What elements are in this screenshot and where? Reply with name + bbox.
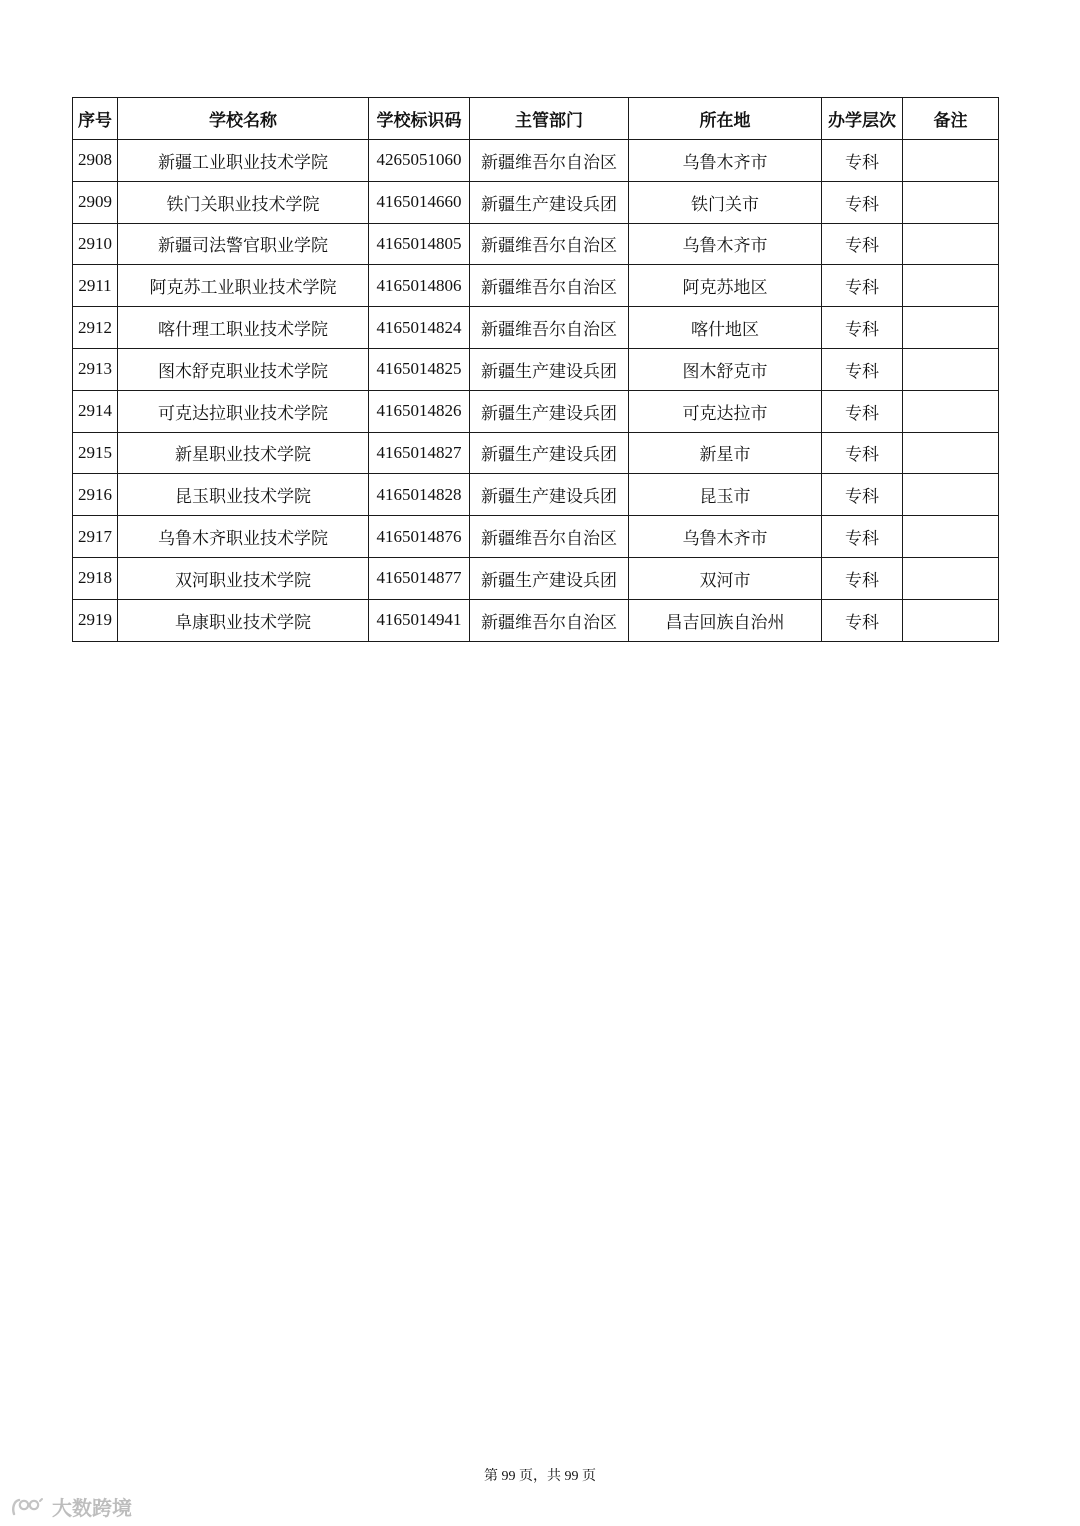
cell-level: 专科 [822, 474, 903, 516]
cell-level: 专科 [822, 307, 903, 349]
cell-department: 新疆生产建设兵团 [470, 348, 629, 390]
cell-department: 新疆生产建设兵团 [470, 557, 629, 599]
cell-department: 新疆生产建设兵团 [470, 181, 629, 223]
cell-remarks [903, 390, 999, 432]
header-location: 所在地 [629, 98, 822, 140]
cell-seq: 2917 [73, 516, 118, 558]
cell-level: 专科 [822, 432, 903, 474]
cell-department: 新疆生产建设兵团 [470, 390, 629, 432]
cell-location: 铁门关市 [629, 181, 822, 223]
cell-level: 专科 [822, 557, 903, 599]
header-department: 主管部门 [470, 98, 629, 140]
watermark-text: 大数跨境 [52, 1496, 132, 1520]
cell-location: 乌鲁木齐市 [629, 140, 822, 182]
table-row [73, 516, 999, 558]
cell-school-name: 阜康职业技术学院 [118, 599, 369, 641]
header-seq: 序号 [73, 98, 118, 140]
cell-school-code: 4165014824 [369, 307, 470, 349]
cell-level: 专科 [822, 390, 903, 432]
table-row [73, 432, 999, 474]
cell-department: 新疆维吾尔自治区 [470, 223, 629, 265]
brand-logo-icon [10, 1496, 46, 1518]
school-list-sheet [72, 97, 998, 642]
cell-location: 双河市 [629, 557, 822, 599]
cell-school-code: 4165014877 [369, 557, 470, 599]
cell-school-code: 4165014805 [369, 223, 470, 265]
page-footer: 第 99 页，共 99 页 [484, 1469, 596, 1484]
cell-school-code: 4165014876 [369, 516, 470, 558]
cell-school-name: 铁门关职业技术学院 [118, 181, 369, 223]
cell-department: 新疆生产建设兵团 [470, 432, 629, 474]
cell-school-code: 4165014660 [369, 181, 470, 223]
cell-level: 专科 [822, 599, 903, 641]
cell-department: 新疆维吾尔自治区 [470, 265, 629, 307]
cell-school-code: 4165014941 [369, 599, 470, 641]
cell-location: 可克达拉市 [629, 390, 822, 432]
cell-remarks [903, 599, 999, 641]
cell-school-name: 喀什理工职业技术学院 [118, 307, 369, 349]
cell-remarks [903, 181, 999, 223]
cell-school-code: 4165014806 [369, 265, 470, 307]
cell-seq: 2916 [73, 474, 118, 516]
cell-level: 专科 [822, 140, 903, 182]
table-row [73, 307, 999, 349]
cell-location: 阿克苏地区 [629, 265, 822, 307]
table-row [73, 474, 999, 516]
cell-location: 喀什地区 [629, 307, 822, 349]
cell-location: 新星市 [629, 432, 822, 474]
cell-school-name: 可克达拉职业技术学院 [118, 390, 369, 432]
cell-level: 专科 [822, 265, 903, 307]
cell-school-name: 新疆司法警官职业学院 [118, 223, 369, 265]
cell-school-name: 图木舒克职业技术学院 [118, 348, 369, 390]
cell-school-name: 阿克苏工业职业技术学院 [118, 265, 369, 307]
cell-remarks [903, 516, 999, 558]
table-header-row [73, 98, 999, 140]
cell-seq: 2914 [73, 390, 118, 432]
cell-remarks [903, 223, 999, 265]
cell-location: 乌鲁木齐市 [629, 223, 822, 265]
cell-location: 图木舒克市 [629, 348, 822, 390]
header-school-name: 学校名称 [118, 98, 369, 140]
cell-school-code: 4165014828 [369, 474, 470, 516]
table-row [73, 599, 999, 641]
cell-school-name: 双河职业技术学院 [118, 557, 369, 599]
cell-seq: 2913 [73, 348, 118, 390]
cell-department: 新疆维吾尔自治区 [470, 516, 629, 558]
header-school-code: 学校标识码 [369, 98, 470, 140]
school-table [72, 97, 999, 642]
table-row [73, 181, 999, 223]
cell-school-code: 4165014827 [369, 432, 470, 474]
cell-remarks [903, 140, 999, 182]
cell-department: 新疆维吾尔自治区 [470, 307, 629, 349]
cell-department: 新疆维吾尔自治区 [470, 599, 629, 641]
cell-department: 新疆生产建设兵团 [470, 474, 629, 516]
cell-seq: 2910 [73, 223, 118, 265]
cell-school-name: 昆玉职业技术学院 [118, 474, 369, 516]
cell-level: 专科 [822, 516, 903, 558]
cell-school-name: 新疆工业职业技术学院 [118, 140, 369, 182]
table-row [73, 390, 999, 432]
cell-location: 昆玉市 [629, 474, 822, 516]
cell-location: 昌吉回族自治州 [629, 599, 822, 641]
table-row [73, 140, 999, 182]
cell-school-name: 乌鲁木齐职业技术学院 [118, 516, 369, 558]
cell-level: 专科 [822, 223, 903, 265]
cell-school-name: 新星职业技术学院 [118, 432, 369, 474]
header-remarks: 备注 [903, 98, 999, 140]
cell-remarks [903, 265, 999, 307]
cell-seq: 2915 [73, 432, 118, 474]
cell-seq: 2908 [73, 140, 118, 182]
cell-school-code: 4165014826 [369, 390, 470, 432]
cell-remarks [903, 348, 999, 390]
cell-seq: 2918 [73, 557, 118, 599]
cell-school-code: 4165014825 [369, 348, 470, 390]
cell-level: 专科 [822, 348, 903, 390]
cell-seq: 2919 [73, 599, 118, 641]
table-row [73, 265, 999, 307]
cell-seq: 2911 [73, 265, 118, 307]
cell-remarks [903, 432, 999, 474]
watermark [10, 1492, 132, 1521]
table-row [73, 348, 999, 390]
table-row [73, 557, 999, 599]
cell-department: 新疆维吾尔自治区 [470, 140, 629, 182]
table-row [73, 223, 999, 265]
cell-location: 乌鲁木齐市 [629, 516, 822, 558]
header-level: 办学层次 [822, 98, 903, 140]
cell-school-code: 4265051060 [369, 140, 470, 182]
cell-remarks [903, 557, 999, 599]
cell-seq: 2909 [73, 181, 118, 223]
cell-seq: 2912 [73, 307, 118, 349]
cell-level: 专科 [822, 181, 903, 223]
cell-remarks [903, 474, 999, 516]
cell-remarks [903, 307, 999, 349]
